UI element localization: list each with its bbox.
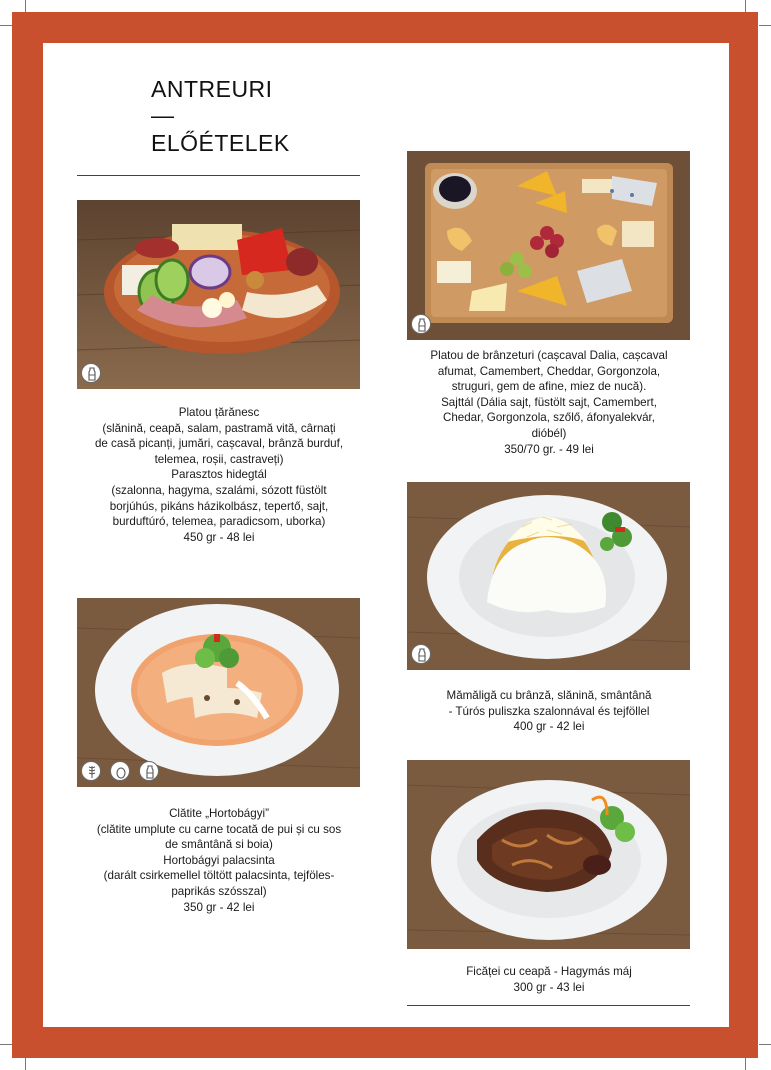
wheat-gluten-icon [81, 761, 101, 781]
dish-description: Chedar, Gorgonzola, szőlő, áfonyalekvár, [442, 411, 656, 425]
dish-caption-clatite-hortobagyi [60, 806, 378, 915]
crop-mark [759, 1044, 771, 1045]
dish-description: Clătite „Hortobágyi” [169, 807, 269, 820]
section-title-hu: ELŐÉTELEK [151, 130, 290, 156]
dish-description: afumat, Camembert, Cheddar, Gorgonzola, [437, 364, 661, 378]
dish-description: - Túrós puliszka szalonnával és tejföllel [448, 704, 650, 718]
crop-mark [0, 1044, 12, 1045]
crop-mark [759, 25, 771, 26]
dish-caption-platou-taranesc [60, 405, 378, 545]
dish-description: Ficăței cu ceapă - Hagymás máj [466, 965, 632, 978]
milk-bottle-icon [139, 761, 159, 781]
crop-mark [0, 25, 12, 26]
title-divider [77, 175, 360, 176]
dish-description: paprikás szósszal) [171, 884, 267, 898]
egg-icon [110, 761, 130, 781]
milk-bottle-icon [411, 644, 431, 664]
dish-description: burduftúró, telemea, paradicsom, uborka) [112, 515, 326, 529]
crop-mark [745, 1058, 746, 1070]
dish-description: Platou de brânzeturi (cașcaval Dalia, cașcaval [430, 349, 668, 362]
bottom-divider [407, 1005, 690, 1006]
dish-description: (slănină, ceapă, salam, pastramă vită, cârnați [102, 421, 336, 435]
dish-description: telemea, roșii, castraveți) [154, 452, 284, 466]
dish-description: Mămăligă cu brânză, slănină, smântână [446, 689, 652, 702]
dish-price: 450 gr - 48 lei [183, 530, 255, 544]
dish-description: (clătite umplute cu carne tocată de pui și cu sos [96, 822, 342, 836]
section-title-dash: — [151, 102, 175, 128]
milk-bottle-icon [81, 363, 101, 383]
dish-price: 350 gr - 42 lei [183, 900, 255, 914]
crop-mark [745, 0, 746, 12]
crop-mark [25, 1058, 26, 1070]
dish-description: (darált csirkemellel töltött palacsinta, tejföles- [103, 869, 335, 883]
dish-photo-mamaliga [407, 482, 690, 670]
dish-description: dióbél) [531, 426, 567, 440]
dish-description: (szalonna, hagyma, szalámi, sózott füstölt [111, 483, 327, 497]
section-title: ANTREURI [151, 76, 273, 102]
dish-caption-mamaliga [389, 688, 709, 735]
dish-name-ro: Platou țărănesc [178, 406, 260, 419]
dish-description: Sajttál (Dália sajt, füstölt sajt, Camembert, [441, 395, 657, 409]
dish-photo-platou-taranesc [77, 200, 360, 389]
dish-description: de casă picanți, jumări, cașcaval, brânză burduf, [94, 437, 344, 451]
dish-description: de smântână si boia) [165, 838, 273, 852]
dish-description: struguri, gem de afine, miez de nucă). [451, 380, 647, 394]
milk-bottle-icon [411, 314, 431, 334]
dish-description: borjúhús, pikáns házikolbász, tepertő, sajt, [109, 499, 329, 513]
dish-photo-clatite-hortobagyi [77, 598, 360, 787]
dish-caption-platou-branzeturi [389, 348, 709, 457]
dish-photo-platou-branzeturi [407, 151, 690, 340]
dish-description: Hortobágyi palacsinta [163, 853, 275, 867]
dish-price: 350/70 gr. - 49 lei [504, 442, 594, 456]
dish-price: 300 gr - 43 lei [513, 980, 585, 994]
dish-photo-ficatei-cu-ceapa [407, 760, 690, 949]
crop-mark [25, 0, 26, 12]
dish-name-hu: Parasztos hidegtál [171, 468, 267, 482]
dish-caption-ficatei-cu-ceapa [389, 964, 709, 995]
dish-price: 400 gr - 42 lei [513, 720, 585, 734]
